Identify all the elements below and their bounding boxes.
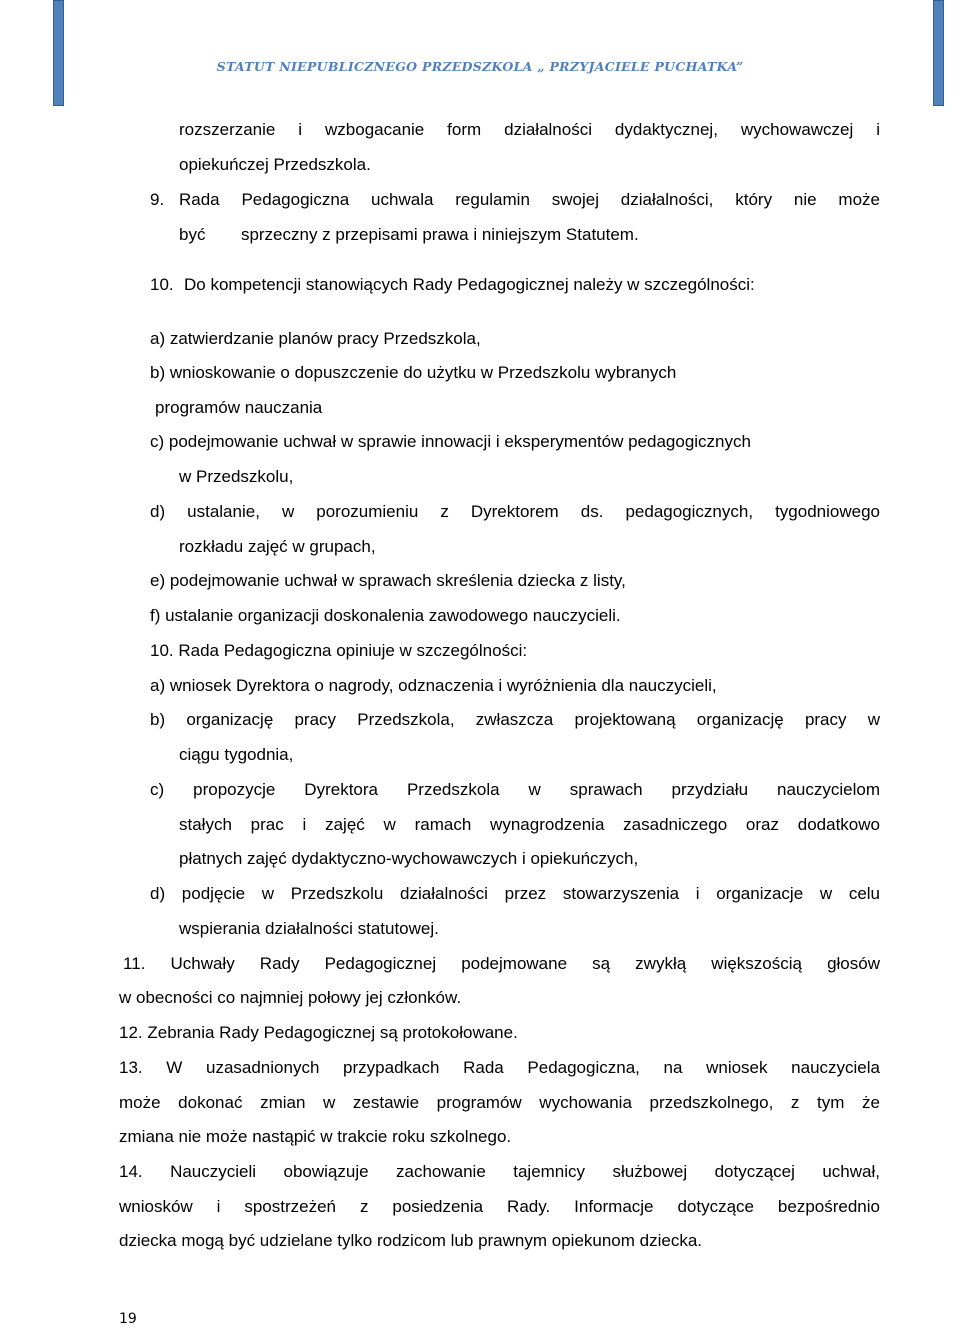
paragraph-line: rozkładu zajęć w grupach, [179,537,376,556]
page-number: 19 [119,1311,137,1327]
paragraph-13: 13. W uzasadnionych przypadkach Rada Pedagogiczna, na wniosek nauczyciela [119,1058,880,1077]
paragraph-line: opiekuńczej Przedszkola. [179,155,371,174]
sub-item-f: f) ustalanie organizacji doskonalenia zawodowego nauczycieli. [150,606,621,625]
line-fragment: być [179,225,206,244]
paragraph-line: stałych prac i zajęć w ramach wynagrodzenia zasadniczego oraz dodatkowo [179,815,880,834]
paragraph-line [179,224,639,246]
paragraph-line: może dokonać zmian w zestawie programów wychowania przedszkolnego, z tym że [119,1093,880,1112]
sub-item-e: e) podejmowanie uchwał w sprawach skreślenia dziecka z listy, [150,571,626,590]
paragraph-line: zmiana nie może nastąpić w trakcie roku szkolnego. [119,1127,512,1146]
list-number: 10. [150,275,174,294]
list-item-10-opinions: 10. Rada Pedagogiczna opiniuje w szczególności: [150,641,528,660]
document-header-title: STATUT NIEPUBLICZNEGO PRZEDSZKOLA „ PRZYJACIELE PUCHATKA” [216,59,744,74]
paragraph-12: 12. Zebrania Rady Pedagogicznej są protokołowane. [119,1023,518,1042]
sub-item-d: d) podjęcie w Przedszkolu działalności przez stowarzyszenia i organizacje w celu [150,884,880,903]
list-item-text: Do kompetencji stanowiących Rady Pedagogicznej należy w szczególności: [184,275,755,294]
paragraph-line: wniosków i spostrzeżeń z posiedzenia Rady. Informacje dotyczące bezpośrednio [119,1197,880,1216]
sub-item-a: a) zatwierdzanie planów pracy Przedszkola, [150,329,481,348]
paragraph-line: w Przedszkolu, [179,467,294,486]
header-left-bar [53,0,64,106]
paragraph-line: płatnych zajęć dydaktyczno-wychowawczych i opiekuńczych, [179,849,639,868]
paragraph-line: ciągu tygodnia, [179,745,294,764]
list-item-10 [150,274,880,296]
sub-item-c: c) podejmowanie uchwał w sprawie innowacji i eksperymentów pedagogicznych [150,432,751,451]
paragraph-line: programów nauczania [155,398,323,417]
sub-item-b: b) wnioskowanie o dopuszczenie do użytku w Przedszkolu wybranych [150,363,677,382]
sub-item-d: d) ustalanie, w porozumieniu z Dyrektorem ds. pedagogicznych, tygodniowego [150,502,880,521]
line-fragment: sprzeczny z przepisami prawa i niniejszym Statutem. [240,225,639,244]
paragraph-line: w obecności co najmniej połowy jej członków. [119,988,462,1007]
list-item-text: Rada Pedagogiczna uchwala regulamin swojej działalności, który nie może [179,190,880,209]
list-number: 9. [150,190,165,209]
header-right-bar [933,0,944,106]
sub-item-b: b) organizację pracy Przedszkola, zwłaszcza projektowaną organizację pracy w [150,710,880,729]
paragraph-14: 14. Nauczycieli obowiązuje zachowanie tajemnicy służbowej dotyczącej uchwał, [119,1162,880,1181]
list-item-9 [150,189,880,211]
sub-item-a: a) wniosek Dyrektora o nagrody, odznaczenia i wyróżnienia dla nauczycieli, [150,676,717,695]
paragraph-line: wspierania działalności statutowej. [179,919,439,938]
sub-item-c: c) propozycje Dyrektora Przedszkola w sprawach przydziału nauczycielom [150,780,880,799]
paragraph-line: rozszerzanie i wzbogacanie form działalności dydaktycznej, wychowawczej i [179,120,880,139]
paragraph-line: dziecka mogą być udzielane tylko rodzicom lub prawnym opiekunom dziecka. [119,1231,703,1250]
paragraph-11: 11. Uchwały Rady Pedagogicznej podejmowane są zwykłą większością głosów [123,954,880,973]
